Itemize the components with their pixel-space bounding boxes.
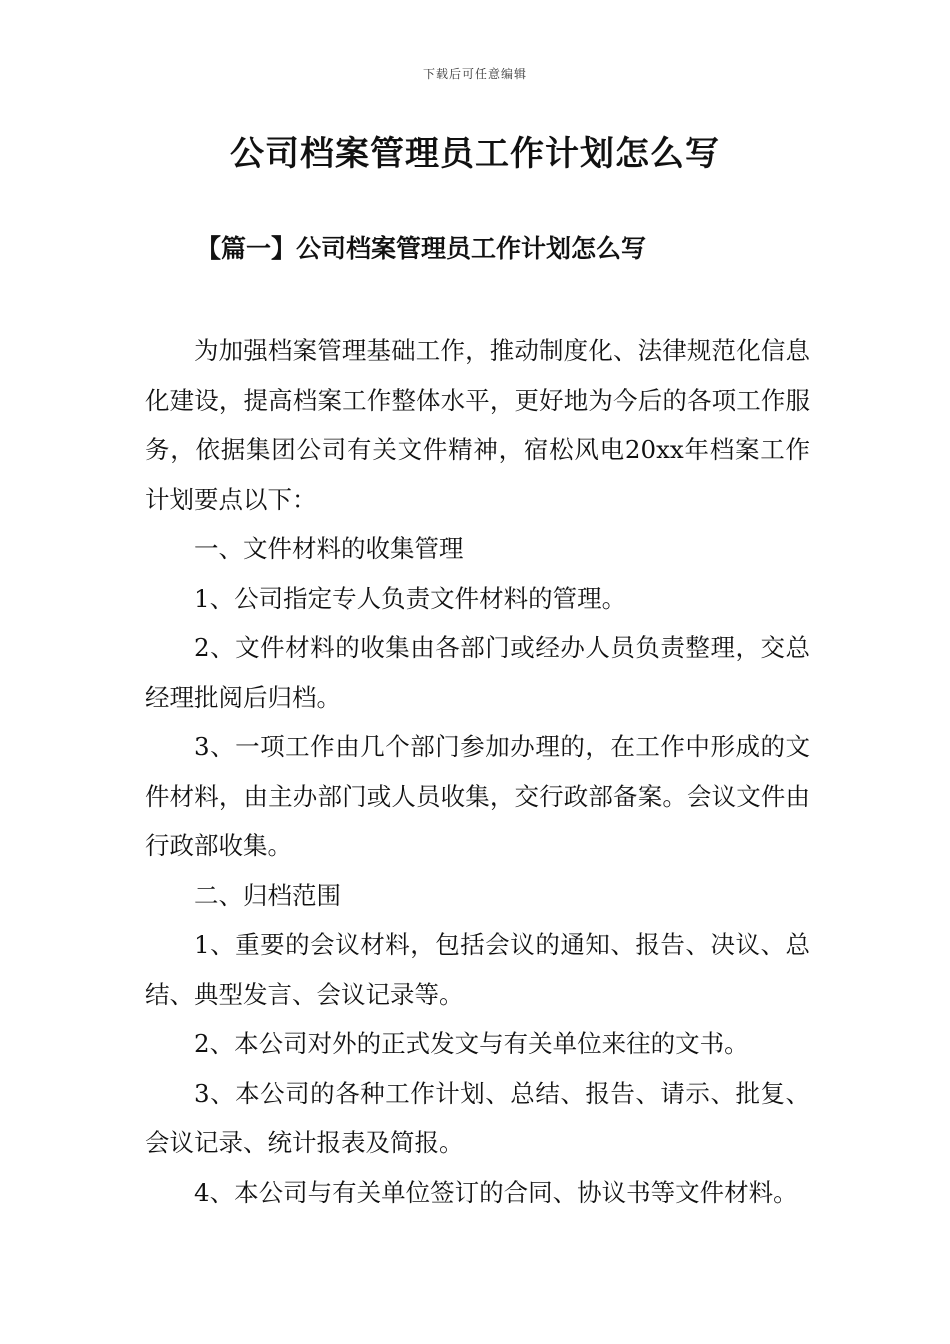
paragraph-item: 3、本公司的各种工作计划、总结、报告、请示、批复、会议记录、统计报表及简报。 [145,1078,810,1157]
paragraph-item: 2、文件材料的收集由各部门或经办人员负责整理，交总经理批阅后归档。 [145,633,810,712]
document-title: 公司档案管理员工作计划怎么写 [230,134,720,174]
document-body [145,326,810,1217]
paragraph-item: 3、一项工作由几个部门参加办理的，在工作中形成的文件材料，由主办部门或人员收集，交行政部备案。会议文件由行政部收集。 [145,732,810,860]
paragraph-item: 1、公司指定专人负责文件材料的管理。 [194,583,627,613]
section-heading: 【篇一】公司档案管理员工作计划怎么写 [196,234,647,263]
header-note: 下载后可任意编辑 [422,67,527,81]
paragraph-section-one-heading: 一、文件材料的收集管理 [194,534,464,563]
paragraph-item: 4、本公司与有关单位签订的合同、协议书等文件材料。 [194,1177,798,1207]
paragraph-item: 1、重要的会议材料，包括会议的通知、报告、决议、总结、典型发言、会议记录等。 [145,930,810,1009]
paragraph-item: 2、本公司对外的正式发文与有关单位来往的文书。 [194,1029,749,1058]
paragraph-intro: 为加强档案管理基础工作，推动制度化、法律规范化信息化建设，提高档案工作整体水平，更好地为今后的各项工作服务，依据集团公司有关文件精神，宿松风电20xx年档案工作计划要点以下： [145,336,810,514]
paragraph-section-two-heading: 二、归档范围 [194,880,341,910]
